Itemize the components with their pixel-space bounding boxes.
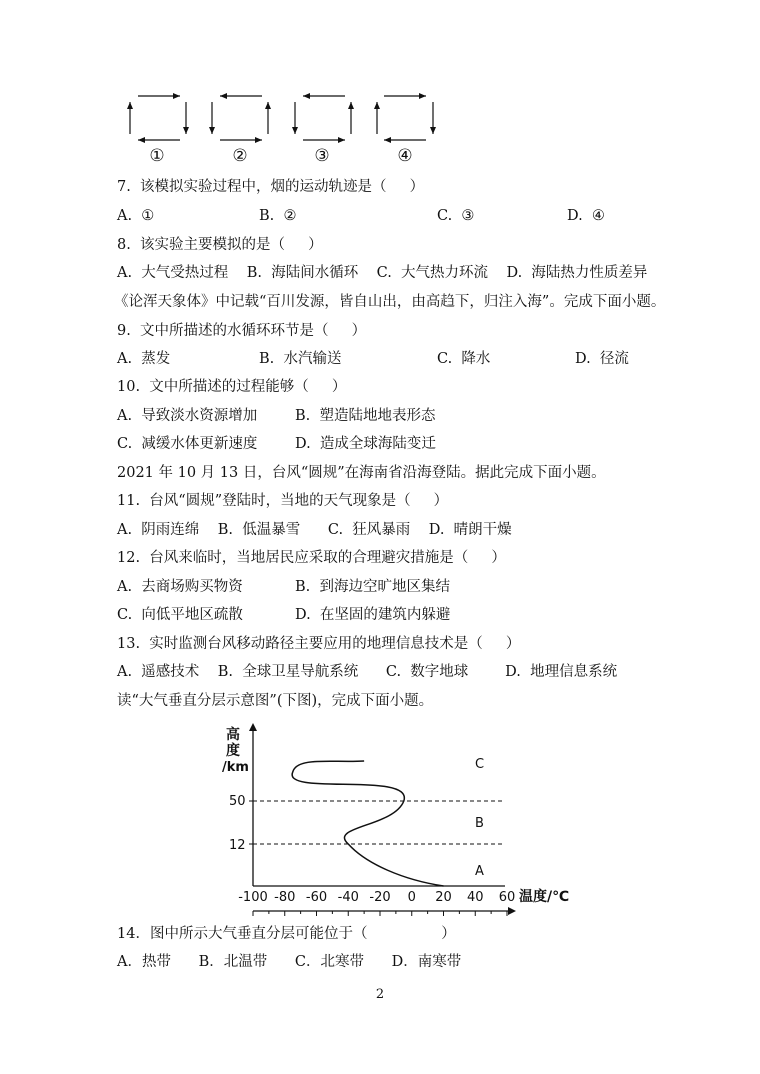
q13-stem: 13. 实时监测台风移动路径主要应用的地理信息技术是（ ） xyxy=(117,636,521,652)
x-tick-label: 60 xyxy=(498,890,516,905)
q10-option-b: B. 塑造陆地地表形态 xyxy=(295,408,436,424)
q9-option-c: C. 降水 xyxy=(437,351,491,367)
q8-stem: 8. 该实验主要模拟的是（ ） xyxy=(117,237,323,253)
q7-option-c: C. ③ xyxy=(437,208,475,224)
q10-stem: 10. 文中所描述的过程能够（ ） xyxy=(117,379,347,395)
q7-stem: 7. 该模拟实验过程中，烟的运动轨迹是（ ） xyxy=(117,179,425,195)
q12-option-d: D. 在坚固的建筑内躲避 xyxy=(295,607,451,623)
loop-1-clockwise xyxy=(130,96,186,140)
passage-typhoon: 2021 年 10 月 13 日，台风“圆规”在海南省沿海登陆。据此完成下面小题。 xyxy=(117,465,606,481)
x-tick-label: 0 xyxy=(407,890,416,905)
q9-option-b: B. 水汽输送 xyxy=(259,351,342,367)
y-axis-label-2: 度 xyxy=(226,743,240,759)
atmosphere-layer-chart xyxy=(0,715,760,915)
circulation-loops-figure xyxy=(0,88,760,168)
q7-option-d: D. ④ xyxy=(567,208,605,224)
loop-4-clockwise xyxy=(377,96,433,140)
q9-option-d: D. 径流 xyxy=(575,351,629,367)
q12-option-b: B. 到海边空旷地区集结 xyxy=(295,579,450,595)
layer-label-c: C xyxy=(475,757,485,772)
x-tick-label: -80 xyxy=(274,890,296,905)
x-tick-label: 40 xyxy=(466,890,484,905)
y-axis-label-3: /km xyxy=(222,760,249,775)
q7-option-a: A. ① xyxy=(117,208,155,224)
q11-options: A. 阴雨连绵 B. 低温暴雪 C. 狂风暴雨 D. 晴朗干燥 xyxy=(117,522,512,538)
x-tick-label: -100 xyxy=(238,890,268,905)
x-tick-label: -40 xyxy=(337,890,359,905)
x-axis-label: 温度/℃ xyxy=(519,889,570,905)
q13-options: A. 遥感技术 B. 全球卫星导航系统 C. 数字地球 D. 地理信息系统 xyxy=(117,664,618,680)
q14-stem: 14．图中所示大气垂直分层可能位于（ ） xyxy=(117,926,456,942)
loop-label-2: ② xyxy=(232,146,248,166)
q9-option-a: A. 蒸发 xyxy=(117,351,171,367)
layer-label-b: B xyxy=(475,816,484,831)
passage-atmosphere: 读“大气垂直分层示意图”(下图)，完成下面小题。 xyxy=(117,693,434,709)
q8-options: A. 大气受热过程 B. 海陆间水循环 C. 大气热力环流 D. 海陆热力性质差异 xyxy=(117,265,648,281)
y-tick-label-50: 50 xyxy=(229,794,246,809)
temperature-curve xyxy=(292,761,443,886)
q11-stem: 11. 台风“圆规”登陆时，当地的天气现象是（ ） xyxy=(117,493,449,509)
q14-options: A．热带 B．北温带 C．北寒带 D．南寒带 xyxy=(117,954,462,970)
x-tick-label: -60 xyxy=(305,890,328,905)
q10-option-a: A. 导致淡水资源增加 xyxy=(117,408,258,424)
passage-baichuan: 《论浑天象体》中记载“百川发源，皆自山出，由高趋下，归注入海”。完成下面小题。 xyxy=(114,294,666,310)
q12-option-c: C. 向低平地区疏散 xyxy=(117,607,243,623)
loop-label-4: ④ xyxy=(397,146,413,166)
q9-stem: 9. 文中所描述的水循环环节是（ ） xyxy=(117,323,367,339)
x-tick-label: 20 xyxy=(435,890,452,905)
y-axis-label-1: 高 xyxy=(226,727,240,743)
q10-option-c: C. 减缓水体更新速度 xyxy=(117,436,258,452)
page-number: 2 xyxy=(375,987,385,1002)
y-tick-label-12: 12 xyxy=(229,838,246,853)
q12-stem: 12. 台风来临时，当地居民应采取的合理避灾措施是（ ） xyxy=(117,550,506,566)
q12-option-a: A. 去商场购买物资 xyxy=(117,579,243,595)
x-tick-label: -20 xyxy=(369,890,391,905)
q7-option-b: B. ② xyxy=(259,208,297,224)
q10-option-d: D. 造成全球海陆变迁 xyxy=(295,436,436,452)
loop-3-counterclockwise xyxy=(295,96,351,140)
loop-2-counterclockwise xyxy=(212,96,268,140)
loop-label-3: ③ xyxy=(314,146,330,166)
layer-label-a: A xyxy=(475,864,484,879)
loop-label-1: ① xyxy=(149,146,165,166)
